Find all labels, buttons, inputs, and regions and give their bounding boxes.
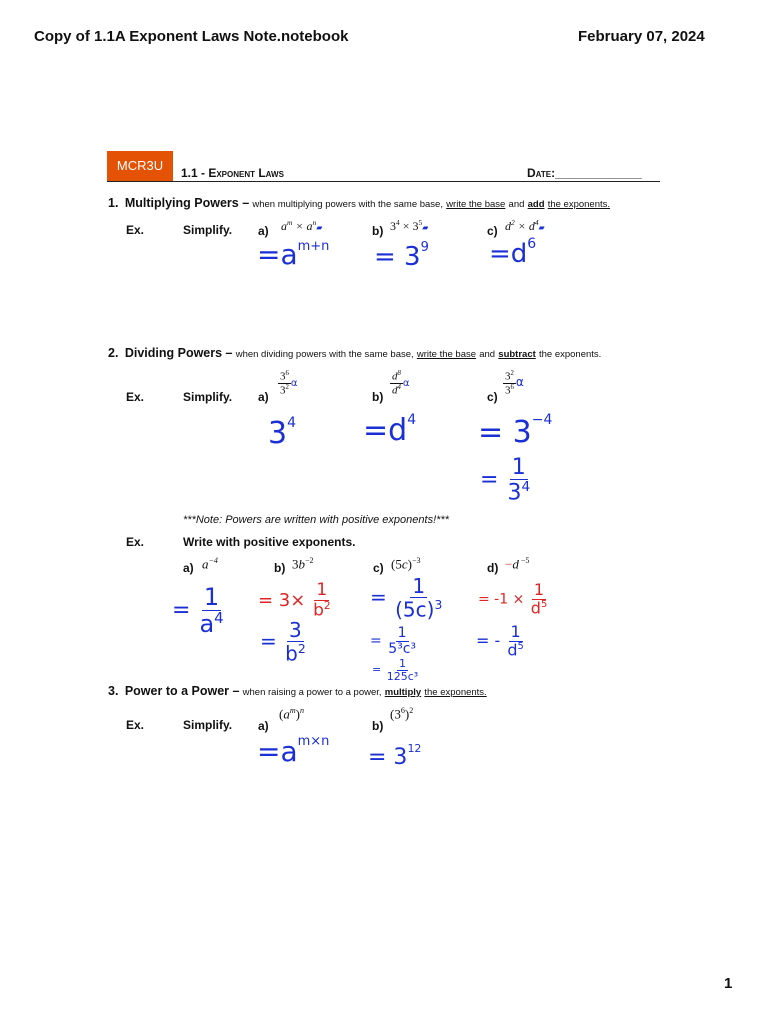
lesson-title: 1.1 - Exponent Laws (181, 166, 284, 180)
section-2-desc-and: and (479, 349, 496, 360)
ex-label: Ex. (126, 718, 145, 732)
pos-answer-b1: = 3× $\frac{1}{b^2}$ (258, 580, 331, 621)
s3-answer-b: = $3^{12}$ (368, 742, 422, 770)
section-2-heading (108, 346, 601, 360)
section-3-desc: when raising a power to a power, (242, 687, 382, 698)
section-1-number: 1. (108, 196, 119, 210)
pos-answer-c1: = $\frac{1}{(5c)^3}$ (370, 574, 443, 622)
s2-problem-a: $\frac{3^6}{3^2}$ α (280, 370, 298, 397)
part-c-label: c) (487, 390, 498, 404)
s3-answer-a: $=a^{m\times n}$ (257, 734, 330, 768)
pos-problem-b: $3b^{-2}$ (292, 556, 314, 572)
simplify-label: Simplify. (183, 390, 233, 404)
section-2-title: Dividing Powers – (124, 346, 233, 360)
section-3-heading (108, 684, 487, 698)
write-positive-instruction: Write with positive exponents. (183, 535, 356, 549)
section-2-desc-underlined: write the base (416, 349, 477, 360)
s1-answer-a: $=a^{m+n}$ (257, 238, 330, 271)
part-a-label: a) (258, 390, 269, 404)
simplify-label: Simplify. (183, 718, 233, 732)
part-b-label: b) (274, 561, 286, 575)
part-d-label: d) (487, 561, 499, 575)
section-1-desc-underlined: write the base (446, 199, 506, 210)
s2-answer-a: $3^4$ (268, 415, 297, 451)
s3-problem-a: $(a^m)^n$ (279, 706, 305, 722)
ex-label: Ex. (126, 223, 145, 237)
part-b-label: b) (372, 719, 384, 733)
pos-problem-c: $(5c)^{-3}$ (391, 556, 421, 572)
section-3-desc-bold: multiply (384, 687, 422, 698)
section-2-desc-end: the exponents. (538, 349, 602, 360)
section-1-desc-end: the exponents. (547, 199, 611, 210)
s3-problem-b: $(3^6)^2$ (390, 706, 414, 722)
pos-problem-a: $a^{-4}$ (202, 556, 218, 572)
s1-problem-a: $a^m$ × $a^n▰$ (281, 218, 323, 233)
pos-answer-b2: = $\frac{3}{b^2}$ (260, 618, 306, 666)
pos-answer-d2: = - $\frac{1}{d^5}$ (476, 622, 524, 660)
date-field: Date:_____________ (527, 166, 642, 180)
s2-problem-b: $\frac{d^8}{d^4}$ α (392, 370, 410, 397)
part-c-label: c) (487, 224, 498, 238)
section-1-title: Multiplying Powers – (124, 196, 250, 210)
course-code: MCR3U (116, 158, 164, 173)
pos-problem-d: −d $^{-5}$ (505, 556, 530, 572)
banner-rule (107, 181, 660, 182)
s1-problem-b: $3^4$ × $3^5▰$ (390, 218, 429, 233)
section-3-title: Power to a Power – (124, 684, 240, 698)
part-b-label: b) (372, 224, 384, 238)
simplify-label: Simplify. (183, 223, 233, 237)
part-b-label: b) (372, 390, 384, 404)
section-1-desc: when multiplying powers with the same base, (252, 199, 443, 210)
ex-label: Ex. (126, 535, 145, 549)
course-badge (107, 151, 173, 181)
page-number: 1 (724, 975, 733, 992)
note-text: ***Note: Powers are written with positive exponents!*** (183, 514, 449, 526)
pos-answer-d1: = -1 × $\frac{1}{d^5}$ (478, 580, 548, 618)
notebook-title: Copy of 1.1A Exponent Laws Note.notebook (34, 28, 349, 45)
section-1-heading (108, 196, 610, 210)
section-1-desc-bold: add (527, 199, 545, 210)
s2-problem-c: $\frac{3^2}{3^6}$ α (505, 370, 524, 397)
s1-answer-c: $=d^6$ (489, 236, 537, 269)
part-c-label: c) (373, 561, 384, 575)
part-a-label: a) (183, 561, 194, 575)
s2-answer-b: $=d^4$ (363, 412, 417, 448)
section-2-number: 2. (108, 346, 119, 360)
s1-answer-b: = $3^9$ (374, 240, 429, 272)
pos-answer-c2: = $\frac{1}{\text{5³c³}}$ (370, 625, 417, 657)
section-2-desc: when dividing powers with the same base, (235, 349, 414, 360)
notebook-date: February 07, 2024 (578, 28, 705, 45)
section-3-number: 3. (108, 684, 119, 698)
pos-answer-a: = $\frac{1}{a^4}$ (172, 583, 224, 639)
part-a-label: a) (258, 224, 269, 238)
section-3-desc-end: the exponents. (424, 687, 487, 698)
s2-answer-c2: = $\frac{1}{3^4}$ (480, 455, 531, 506)
pos-answer-c3: = $\frac{1}{\text{125c³}}$ (372, 657, 419, 683)
ex-label: Ex. (126, 390, 145, 404)
section-2-desc-bold: subtract (498, 349, 536, 360)
section-1-desc-and: and (508, 199, 525, 210)
s2-answer-c1: = $3^{-4}$ (478, 412, 553, 450)
s1-problem-c: $d^2$ × $d^4▰$ (505, 218, 545, 233)
part-a-label: a) (258, 719, 269, 733)
